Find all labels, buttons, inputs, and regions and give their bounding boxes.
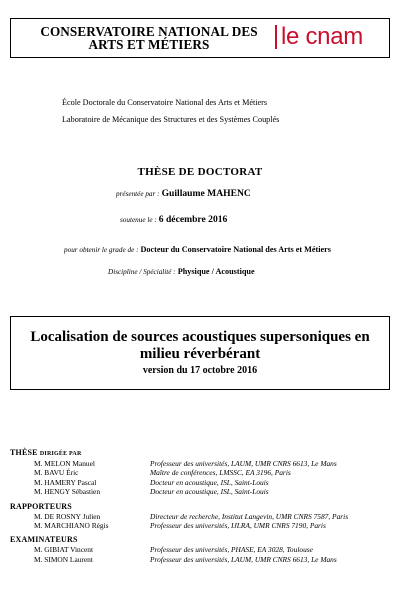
cnam-logo: le cnam	[281, 23, 363, 50]
member-role: Professeur des universités, IJLRA, UMR CNRS 7190, Paris	[150, 520, 326, 530]
rapporteurs-heading: RAPPORTEURS	[10, 501, 72, 511]
author-row	[116, 188, 251, 200]
examiners-heading: EXAMINATEURS	[10, 535, 78, 545]
directors-heading	[10, 448, 390, 459]
laboratory: Laboratoire de Mécanique des Structures et des Systèmes Couplés	[62, 115, 280, 124]
discipline-value: Physique / Acoustique	[177, 267, 255, 276]
member-name: M. SIMON Laurent	[34, 554, 93, 564]
grade-value: Docteur du Conservatoire National des Arts et Métiers	[140, 245, 331, 254]
member-role: Professeur des universités, LAUM, UMR CNRS 6613, Le Mans	[150, 554, 337, 564]
jury-member	[10, 459, 390, 468]
discipline-label: Discipline / Spécialité :	[108, 268, 176, 276]
institution-line-2: ARTS ET MÉTIERS	[88, 37, 210, 52]
doctoral-school: École Doctorale du Conservatoire National des Arts et Métiers	[62, 98, 268, 107]
date-row	[120, 214, 227, 226]
member-role: Docteur en acoustique, ISL, Saint-Louis	[150, 477, 269, 487]
jury-member	[10, 512, 390, 521]
main-title-line-2: milieu réverbérant	[139, 346, 261, 362]
member-role: Maître de conférences, LMSSC, EA 3196, Paris	[150, 468, 291, 478]
grade-label: pour obtenir le grade de :	[64, 246, 139, 254]
institution-line-1: CONSERVATOIRE NATIONAL DES	[40, 24, 258, 39]
member-role: Docteur en acoustique, ISL, Saint-Louis	[150, 487, 269, 497]
jury-section	[10, 448, 390, 564]
directors-heading-big: THÈSE	[10, 448, 38, 457]
logo-bar-icon	[275, 25, 277, 49]
member-role: Directeur de recherche, Institut Langevin, UMR CNRS 7587, Paris	[150, 511, 349, 521]
version-date: version du 17 octobre 2016	[142, 365, 258, 376]
member-name: M. DE ROSNY Julien	[34, 511, 101, 521]
jury-member	[10, 545, 390, 554]
member-name: M. GIBIAT Vincent	[34, 545, 94, 555]
defense-date: 6 décembre 2016	[158, 214, 228, 225]
member-name: M. HENGY Sébastien	[34, 487, 101, 497]
header-box	[10, 18, 390, 58]
jury-member	[10, 478, 390, 487]
grade-row	[64, 244, 331, 256]
member-name: M. MARCHIANO Régis	[34, 520, 109, 530]
thesis-heading: THÈSE DE DOCTORAT	[137, 166, 263, 178]
member-name: M. BAVU Éric	[34, 468, 79, 478]
directors-heading-small: DIRIGÉE PAR	[39, 451, 82, 457]
jury-member	[10, 487, 390, 496]
main-title-line-1: Localisation de sources acoustiques supersoniques en	[30, 329, 370, 345]
author-name: Guillaume MAHENC	[161, 188, 251, 199]
institution-name	[29, 25, 269, 51]
jury-member	[10, 468, 390, 477]
title-box	[10, 316, 390, 390]
jury-member	[10, 521, 390, 530]
discipline-row	[108, 266, 255, 278]
presented-label: présentée par :	[116, 190, 160, 198]
member-name: M. HAMERY Pascal	[34, 477, 97, 487]
member-name: M. MELON Manuel	[34, 459, 95, 468]
defended-label: soutenue le :	[120, 216, 157, 224]
jury-member	[10, 555, 390, 564]
main-title	[11, 329, 389, 363]
member-role: Professeur des universités, PHASE, EA 3028, Toulouse	[150, 545, 313, 555]
member-role: Professeur des universités, LAUM, UMR CNRS 6613, Le Mans	[150, 459, 337, 468]
